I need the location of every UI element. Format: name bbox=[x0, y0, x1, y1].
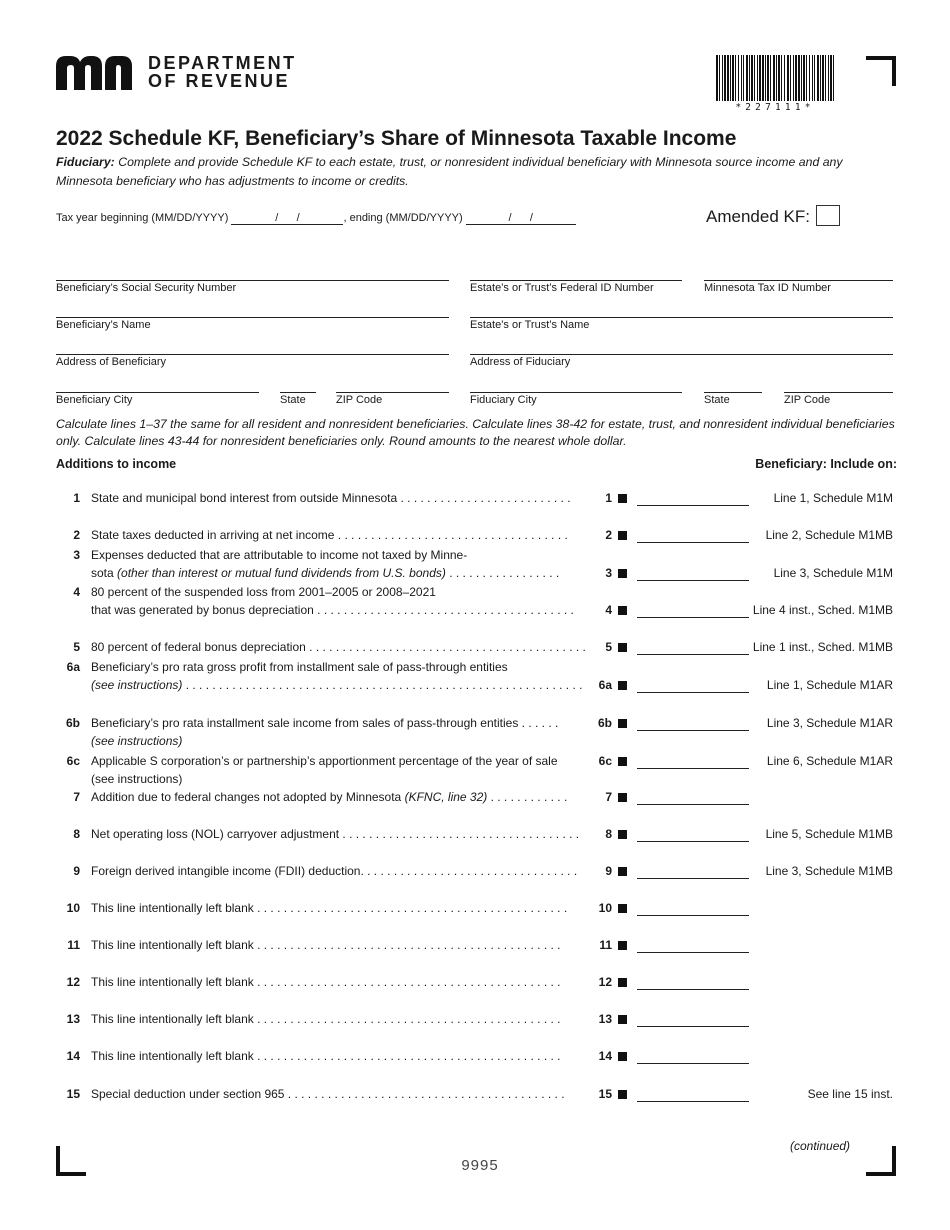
barcode-bar bbox=[812, 55, 813, 101]
line-reference: 9 bbox=[605, 864, 612, 878]
line-description bbox=[91, 660, 611, 674]
marker-square-icon bbox=[618, 1015, 627, 1024]
line-description bbox=[91, 640, 590, 654]
barcode-bar bbox=[830, 55, 832, 101]
marker-square-icon bbox=[618, 941, 627, 950]
barcode-bar bbox=[787, 55, 789, 101]
line-number: 4 bbox=[73, 585, 80, 599]
barcode-bar bbox=[738, 55, 739, 101]
line-reference: 7 bbox=[605, 790, 612, 804]
include-on-reference: Line 4 inst., Sched. M1MB bbox=[752, 603, 893, 617]
field-label: Address of Fiduciary bbox=[470, 356, 571, 368]
line-reference: 2 bbox=[605, 528, 612, 542]
amount-entry-field[interactable] bbox=[637, 829, 749, 842]
line-description-continued bbox=[91, 566, 590, 580]
line-number: 2 bbox=[73, 528, 80, 542]
line-text: State taxes deducted in arriving at net income . . . . . . . . . . . . . . . . . . . . . . . . . . . . . . . . . . . bbox=[91, 528, 568, 542]
barcode-bar bbox=[820, 55, 821, 101]
fiduciary-instructions bbox=[56, 153, 856, 191]
line-text: State and municipal bond interest from outside Minnesota . . . . . . . . . . . . . . . . . . . . . . . . . . bbox=[91, 491, 571, 505]
line-reference: 8 bbox=[605, 827, 612, 841]
include-on-header: Beneficiary: Include on: bbox=[755, 457, 897, 471]
barcode-bar bbox=[727, 55, 729, 101]
barcode-bar bbox=[735, 55, 736, 101]
line-reference: 6a bbox=[598, 678, 612, 692]
amount-entry-field[interactable] bbox=[637, 903, 749, 916]
line-text: This line intentionally left blank . . . . . . . . . . . . . . . . . . . . . . . . . . . . . . . . . . . . . . . . . . . . . . bbox=[91, 975, 561, 989]
field-label: State bbox=[280, 394, 306, 406]
line-description-continued bbox=[91, 678, 582, 692]
line-text: that was generated by bonus depreciation . . . . . . . . . . . . . . . . . . . . . . . . . . . . . . . . . . . . . . . bbox=[91, 603, 574, 617]
barcode-bar bbox=[773, 55, 775, 101]
corner-mark-bottom-left bbox=[56, 1146, 86, 1176]
line-reference: 13 bbox=[598, 1012, 612, 1026]
marker-square-icon bbox=[618, 494, 627, 503]
include-on-reference: Line 1 inst., Sched. M1MB bbox=[752, 640, 893, 654]
barcode-text: *227111* bbox=[735, 102, 815, 113]
line-number: 12 bbox=[66, 975, 80, 989]
line-text-italic: (KFNC, line 32) bbox=[404, 790, 488, 804]
include-on-reference: Line 1, Schedule M1AR bbox=[766, 678, 893, 692]
marker-square-icon bbox=[618, 1052, 627, 1061]
amount-entry-field[interactable] bbox=[637, 792, 749, 805]
marker-square-icon bbox=[618, 1090, 627, 1099]
include-on-reference: Line 2, Schedule M1MB bbox=[765, 528, 893, 542]
line-text: Special deduction under section 965 . . . . . . . . . . . . . . . . . . . . . . . . . . . . . . . . . . . . . . . . . . bbox=[91, 1087, 565, 1101]
barcode-bar bbox=[732, 55, 734, 101]
line-number: 8 bbox=[73, 827, 80, 841]
marker-square-icon bbox=[618, 757, 627, 766]
fiduciary-city-field[interactable] bbox=[470, 392, 682, 406]
marker-square-icon bbox=[618, 531, 627, 540]
barcode-bar bbox=[801, 55, 802, 101]
line-text: This line intentionally left blank . . . . . . . . . . . . . . . . . . . . . . . . . . . . . . . . . . . . . . . . . . . . . . bbox=[91, 938, 561, 952]
barcode-bar bbox=[825, 55, 826, 101]
include-on-reference: Line 1, Schedule M1M bbox=[773, 491, 893, 505]
line-text: 80 percent of federal bonus depreciation . . . . . . . . . . . . . . . . . . . . . . . . . . . . . . . . . . . . . . . . . . bbox=[91, 640, 586, 654]
tax-year-end-label: , ending (MM/DD/YYYY) bbox=[343, 212, 463, 224]
section-title: Additions to income bbox=[56, 457, 177, 471]
line-reference: 6c bbox=[598, 754, 612, 768]
line-number: 7 bbox=[73, 790, 80, 804]
line-text: Addition due to federal changes not adopted by Minnesota bbox=[91, 790, 402, 804]
amount-entry-field[interactable] bbox=[637, 977, 749, 990]
line-dots: . . . . . . . . . . . . . . . . . . . . . . . . . . . . . . . . . . . . . . . . . . . . . . . . . . . . . . . . . . . . bbox=[182, 678, 582, 692]
barcode-bar bbox=[803, 55, 805, 101]
line-description-continued bbox=[91, 603, 590, 617]
estate-name-field[interactable] bbox=[470, 317, 893, 331]
marker-square-icon bbox=[618, 719, 627, 728]
barcode-bar bbox=[833, 55, 834, 101]
barcode-bar bbox=[817, 55, 819, 101]
fiduciary-label: Fiduciary: bbox=[56, 155, 115, 169]
line-text: Net operating loss (NOL) carryover adjustment . . . . . . . . . . . . . . . . . . . . . . . . . . . . . . . . . . . . bbox=[91, 827, 580, 841]
line-description bbox=[91, 1049, 582, 1063]
line-number: 11 bbox=[67, 938, 80, 952]
fiduciary-zip-field[interactable] bbox=[784, 392, 893, 406]
line-description bbox=[91, 491, 590, 505]
barcode-bar bbox=[722, 55, 723, 101]
marker-square-icon bbox=[618, 643, 627, 652]
line-number: 14 bbox=[66, 1049, 80, 1063]
tax-year-begin-label: Tax year beginning (MM/DD/YYYY) bbox=[56, 212, 229, 224]
line-number: 13 bbox=[66, 1012, 80, 1026]
line-text: This line intentionally left blank . . . . . . . . . . . . . . . . . . . . . . . . . . . . . . . . . . . . . . . . . . . . . . bbox=[91, 1049, 561, 1063]
line-reference: 10 bbox=[598, 901, 612, 915]
barcode-bar bbox=[743, 55, 744, 101]
line-text: Applicable S corporation’s or partnership’s apportionment percentage of the year of sale bbox=[91, 754, 558, 768]
barcode-bar bbox=[759, 55, 761, 101]
line-reference: 5 bbox=[605, 640, 612, 654]
form-number: 9995 bbox=[461, 1157, 499, 1174]
line-description bbox=[91, 864, 590, 878]
dept-line-1: DEPARTMENT bbox=[148, 53, 297, 73]
beneficiary-name-field[interactable] bbox=[56, 317, 449, 331]
line-description bbox=[91, 528, 590, 542]
field-label: Fiduciary City bbox=[470, 394, 537, 406]
line-text-italic: (see instructions) bbox=[91, 734, 183, 748]
field-label: Estate’s or Trust’s Federal ID Number bbox=[470, 282, 654, 294]
line-description bbox=[91, 790, 590, 804]
line-reference: 15 bbox=[598, 1087, 612, 1101]
line-number: 3 bbox=[73, 548, 80, 562]
barcode-bar bbox=[793, 55, 794, 101]
amount-entry-field[interactable] bbox=[637, 605, 749, 618]
barcode-bar bbox=[770, 55, 771, 101]
field-label: Beneficiary City bbox=[56, 394, 133, 406]
line-description bbox=[91, 1012, 582, 1026]
tax-year-row bbox=[56, 212, 576, 225]
beneficiary-city-field[interactable] bbox=[56, 392, 259, 406]
line-text: This line intentionally left blank . . . . . . . . . . . . . . . . . . . . . . . . . . . . . . . . . . . . . . . . . . . . . . . bbox=[91, 901, 568, 915]
line-text-italic: (other than interest or mutual fund dividends from U.S. bonds) bbox=[117, 566, 446, 580]
dept-line-2: OF REVENUE bbox=[148, 71, 291, 91]
barcode-bar bbox=[798, 55, 800, 101]
amount-entry-field[interactable] bbox=[637, 568, 749, 581]
line-description bbox=[91, 754, 582, 768]
beneficiary-zip-field[interactable] bbox=[336, 392, 449, 406]
barcode-bar bbox=[795, 55, 797, 101]
tax-year-begin-field[interactable] bbox=[231, 212, 343, 225]
fiduciary-text: Complete and provide Schedule KF to each estate, trust, or nonresident individual beneficiary with Minnesota source income and any Minnesota beneficiary who has adjustments to income or credits. bbox=[56, 155, 843, 188]
marker-square-icon bbox=[618, 569, 627, 578]
barcode-bar bbox=[790, 55, 791, 101]
line-text: Beneficiary’s pro rata installment sale income from sales of pass-through entities . . . . . . bbox=[91, 716, 559, 730]
beneficiary-state-field[interactable] bbox=[280, 392, 316, 406]
line-text: Foreign derived intangible income (FDII) deduction. . . . . . . . . . . . . . . . . . . . . . . . . . . . . . . . . bbox=[91, 864, 578, 878]
line-number: 6b bbox=[65, 716, 80, 730]
amount-entry-field[interactable] bbox=[637, 756, 749, 769]
marker-square-icon bbox=[618, 978, 627, 987]
amended-checkbox[interactable] bbox=[816, 205, 840, 226]
line-description-continued bbox=[91, 772, 182, 786]
marker-square-icon bbox=[618, 606, 627, 615]
department-name bbox=[148, 54, 297, 90]
line-number: 5 bbox=[73, 640, 80, 654]
beneficiary-ssn-field[interactable] bbox=[56, 280, 449, 294]
marker-square-icon bbox=[618, 793, 627, 802]
barcode-bar bbox=[746, 55, 748, 101]
barcode-bar bbox=[814, 55, 815, 101]
barcode-bar bbox=[751, 55, 753, 101]
line-reference: 14 bbox=[598, 1049, 612, 1063]
date-separators: / / bbox=[508, 212, 533, 224]
barcode-bar bbox=[778, 55, 780, 101]
amount-entry-field[interactable] bbox=[637, 866, 749, 879]
marker-square-icon bbox=[618, 904, 627, 913]
field-label: Beneficiary’s Name bbox=[56, 319, 151, 331]
field-label: State bbox=[704, 394, 730, 406]
amount-entry-field[interactable] bbox=[637, 642, 749, 655]
line-description bbox=[91, 548, 611, 562]
line-text: Beneficiary’s pro rata gross profit from installment sale of pass-through entities bbox=[91, 660, 508, 674]
amount-entry-field[interactable] bbox=[637, 493, 749, 506]
include-on-reference: Line 3, Schedule M1AR bbox=[766, 716, 893, 730]
line-number: 9 bbox=[73, 864, 80, 878]
calculation-instructions: Calculate lines 1–37 the same for all resident and nonresident beneficiaries. Calculate lines 38-42 for estate, trust, and nonresident individual beneficiaries only. Calculate lines 43-44 for nonresident beneficiaries only. Round amounts to the nearest whole dollar. bbox=[56, 417, 895, 448]
fiduciary-address-field[interactable] bbox=[470, 354, 893, 368]
field-label: ZIP Code bbox=[336, 394, 383, 406]
mn-logo-icon bbox=[56, 56, 132, 90]
estate-fein-field[interactable] bbox=[470, 280, 682, 294]
barcode-bar bbox=[767, 55, 769, 101]
amount-entry-field[interactable] bbox=[637, 680, 749, 693]
line-text: sota bbox=[91, 566, 114, 580]
include-on-reference: Line 3, Schedule M1MB bbox=[765, 864, 893, 878]
amount-entry-field[interactable] bbox=[637, 1089, 749, 1102]
field-label: Estate’s or Trust’s Name bbox=[470, 319, 590, 331]
barcode-bar bbox=[741, 55, 742, 101]
marker-square-icon bbox=[618, 681, 627, 690]
barcode-bar bbox=[749, 55, 750, 101]
amount-entry-field[interactable] bbox=[637, 718, 749, 731]
barcode-bar bbox=[809, 55, 810, 101]
line-description bbox=[91, 827, 590, 841]
marker-square-icon bbox=[618, 830, 627, 839]
corner-mark-bottom-right bbox=[866, 1146, 896, 1176]
amount-entry-field[interactable] bbox=[637, 530, 749, 543]
line-reference: 12 bbox=[598, 975, 612, 989]
line-description bbox=[91, 975, 582, 989]
barcode-bar bbox=[765, 55, 766, 101]
fiduciary-state-field[interactable] bbox=[704, 392, 762, 406]
include-on-reference: See line 15 inst. bbox=[807, 1087, 893, 1101]
field-label: Minnesota Tax ID Number bbox=[704, 282, 831, 294]
line-reference: 4 bbox=[605, 603, 612, 617]
tax-year-end-field[interactable] bbox=[466, 212, 576, 225]
date-separators: / / bbox=[275, 212, 300, 224]
line-text: This line intentionally left blank . . . . . . . . . . . . . . . . . . . . . . . . . . . . . . . . . . . . . . . . . . . . . . bbox=[91, 1012, 561, 1026]
barcode-bar bbox=[757, 55, 758, 101]
line-description bbox=[91, 716, 582, 730]
line-description bbox=[91, 938, 582, 952]
amended-label: Amended KF: bbox=[706, 207, 810, 226]
field-label: ZIP Code bbox=[784, 394, 831, 406]
barcode-bar bbox=[716, 55, 718, 101]
barcode-bar bbox=[822, 55, 824, 101]
line-dots: . . . . . . . . . . . . . . . . . bbox=[445, 566, 560, 580]
include-on-reference: Line 5, Schedule M1MB bbox=[765, 827, 893, 841]
barcode bbox=[716, 55, 834, 101]
line-number: 10 bbox=[66, 901, 80, 915]
line-number: 1 bbox=[73, 491, 80, 505]
amount-entry-field[interactable] bbox=[637, 940, 749, 953]
marker-square-icon bbox=[618, 867, 627, 876]
line-reference: 3 bbox=[605, 566, 612, 580]
line-reference: 6b bbox=[597, 716, 612, 730]
line-description bbox=[91, 1087, 582, 1101]
field-label: Beneficiary’s Social Security Number bbox=[56, 282, 237, 294]
mn-tax-id-field[interactable] bbox=[704, 280, 893, 294]
form-title: 2022 Schedule KF, Beneficiary’s Share of Minnesota Taxable Income bbox=[56, 127, 737, 150]
barcode-bar bbox=[724, 55, 726, 101]
line-description bbox=[91, 901, 582, 915]
amount-entry-field[interactable] bbox=[637, 1051, 749, 1064]
corner-mark-top-right bbox=[866, 56, 896, 86]
line-dots: . . . . . . . . . . . . bbox=[487, 790, 568, 804]
barcode-bar bbox=[776, 55, 777, 101]
field-label: Address of Beneficiary bbox=[56, 356, 167, 368]
barcode-bar bbox=[754, 55, 755, 101]
barcode-bar bbox=[806, 55, 807, 101]
barcode-bar bbox=[781, 55, 782, 101]
barcode-bar bbox=[784, 55, 785, 101]
line-text: 80 percent of the suspended loss from 2001–2005 or 2008–2021 bbox=[91, 585, 436, 599]
line-number: 6a bbox=[66, 660, 80, 674]
include-on-reference: Line 6, Schedule M1AR bbox=[766, 754, 893, 768]
amount-entry-field[interactable] bbox=[637, 1014, 749, 1027]
line-description-continued bbox=[91, 734, 182, 748]
barcode-bar bbox=[762, 55, 764, 101]
continued-note: (continued) bbox=[790, 1139, 851, 1153]
line-text: (see instructions) bbox=[91, 772, 183, 786]
line-description bbox=[91, 585, 611, 599]
line-reference: 1 bbox=[605, 491, 612, 505]
barcode-bar bbox=[719, 55, 720, 101]
barcode-bar bbox=[828, 55, 829, 101]
line-text: Expenses deducted that are attributable to income not taxed by Minne- bbox=[91, 548, 468, 562]
line-number: 15 bbox=[66, 1087, 80, 1101]
line-number: 6c bbox=[66, 754, 80, 768]
line-reference: 11 bbox=[599, 938, 612, 952]
beneficiary-address-field[interactable] bbox=[56, 354, 449, 368]
include-on-reference: Line 3, Schedule M1M bbox=[773, 566, 893, 580]
barcode-bar bbox=[730, 55, 731, 101]
line-text-italic: (see instructions) bbox=[91, 678, 183, 692]
